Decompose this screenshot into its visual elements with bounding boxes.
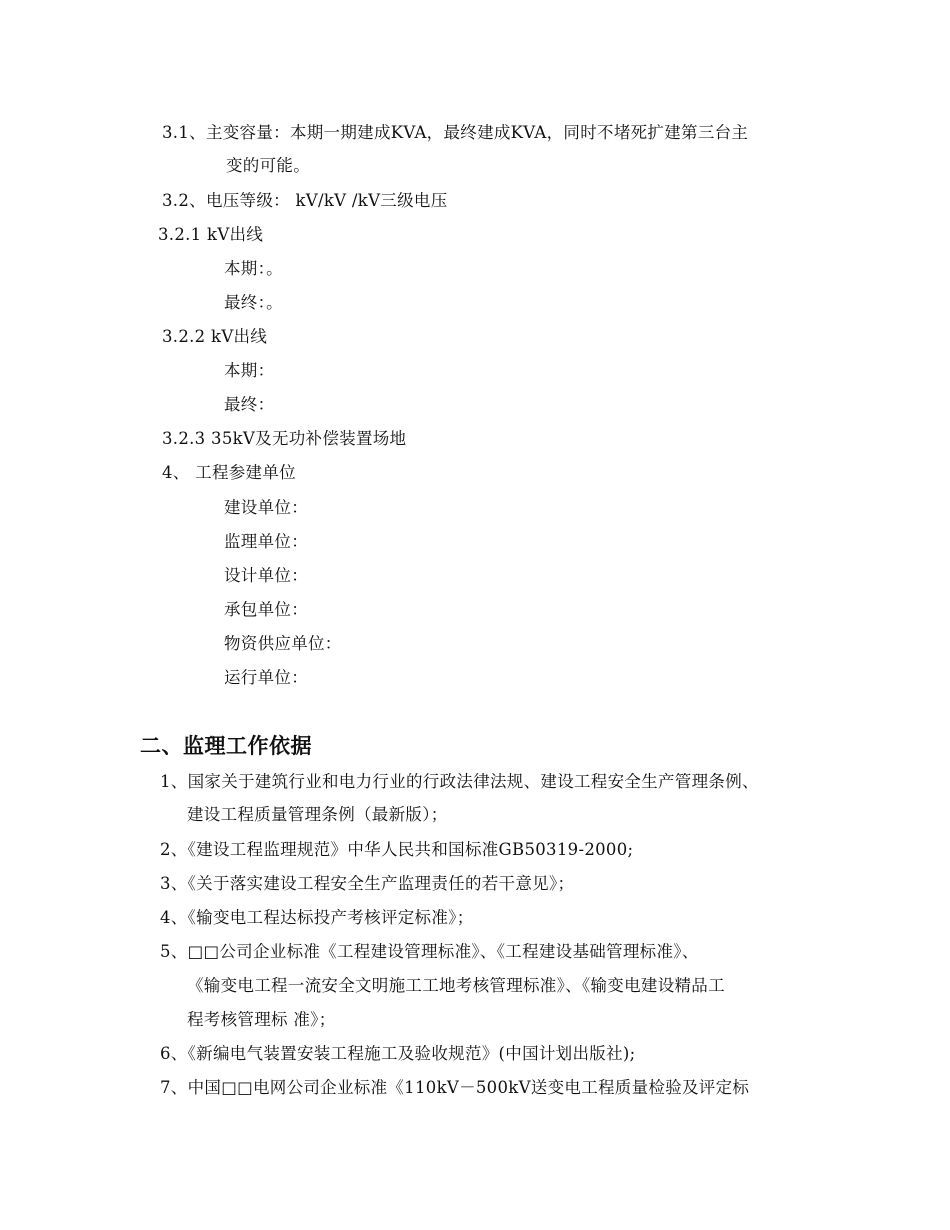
item-3-1-line1: 3.1、主变容量：本期一期建成KVA，最终建成KVA，同时不堵死扩建第三台主 [162,123,749,142]
item-3-2: 3.2、电压等级： kV/kV /kV三级电压 [162,191,448,210]
item-3-2-2-final: 最终： [224,395,275,414]
basis-3: 3、《关于落实建设工程安全生产监理责任的若干意见》； [160,874,575,893]
unit-supervision: 监理单位： [224,532,308,551]
basis-2: 2、《建设工程监理规范》中华人民共和国标准GB50319-2000; [160,840,634,859]
item-3-2-2-current: 本期： [224,361,275,380]
item-3-2-3: 3.2.3 35kV及无功补偿装置场地 [162,429,407,448]
unit-operation: 运行单位： [224,668,308,687]
basis-5-line2: 《输变电工程一流安全文明施工工地考核管理标准》、《输变电建设精品工 [187,976,725,995]
basis-7: 7、中国□□电网公司企业标准《110kV－500kV送变电工程质量检验及评定标 [160,1078,750,1097]
item-3-2-2: 3.2.2 kV出线 [162,327,268,346]
item-3-2-1-final: 最终：。 [224,293,283,312]
unit-construction: 建设单位： [224,498,308,517]
item-3-1-line2: 变的可能。 [226,156,310,175]
basis-1-line2: 建设工程质量管理条例（最新版）； [187,805,448,824]
unit-design: 设计单位： [224,566,308,585]
chapter-2-heading: 二、监理工作依据 [140,734,312,758]
basis-5-line3: 程考核管理标 准》； [187,1010,336,1029]
basis-6: 6、《新编电气装置安装工程施工及验收规范》(中国计划出版社); [160,1044,636,1063]
item-3-2-1-current: 本期：。 [224,259,283,278]
basis-4: 4、《输变电工程达标投产考核评定标准》； [160,908,474,927]
basis-1-line1: 1、国家关于建筑行业和电力行业的行政法律法规、建设工程安全生产管理条例、 [160,772,759,791]
item-3-2-1: 3.2.1 kV出线 [158,225,264,244]
section-4-title: 4、 工程参建单位 [162,463,296,482]
unit-supply: 物资供应单位： [224,634,342,653]
basis-5-line1: 5、□□公司企业标准《工程建设管理标准》、《工程建设基础管理标准》、 [160,942,699,961]
unit-contractor: 承包单位： [224,600,308,619]
